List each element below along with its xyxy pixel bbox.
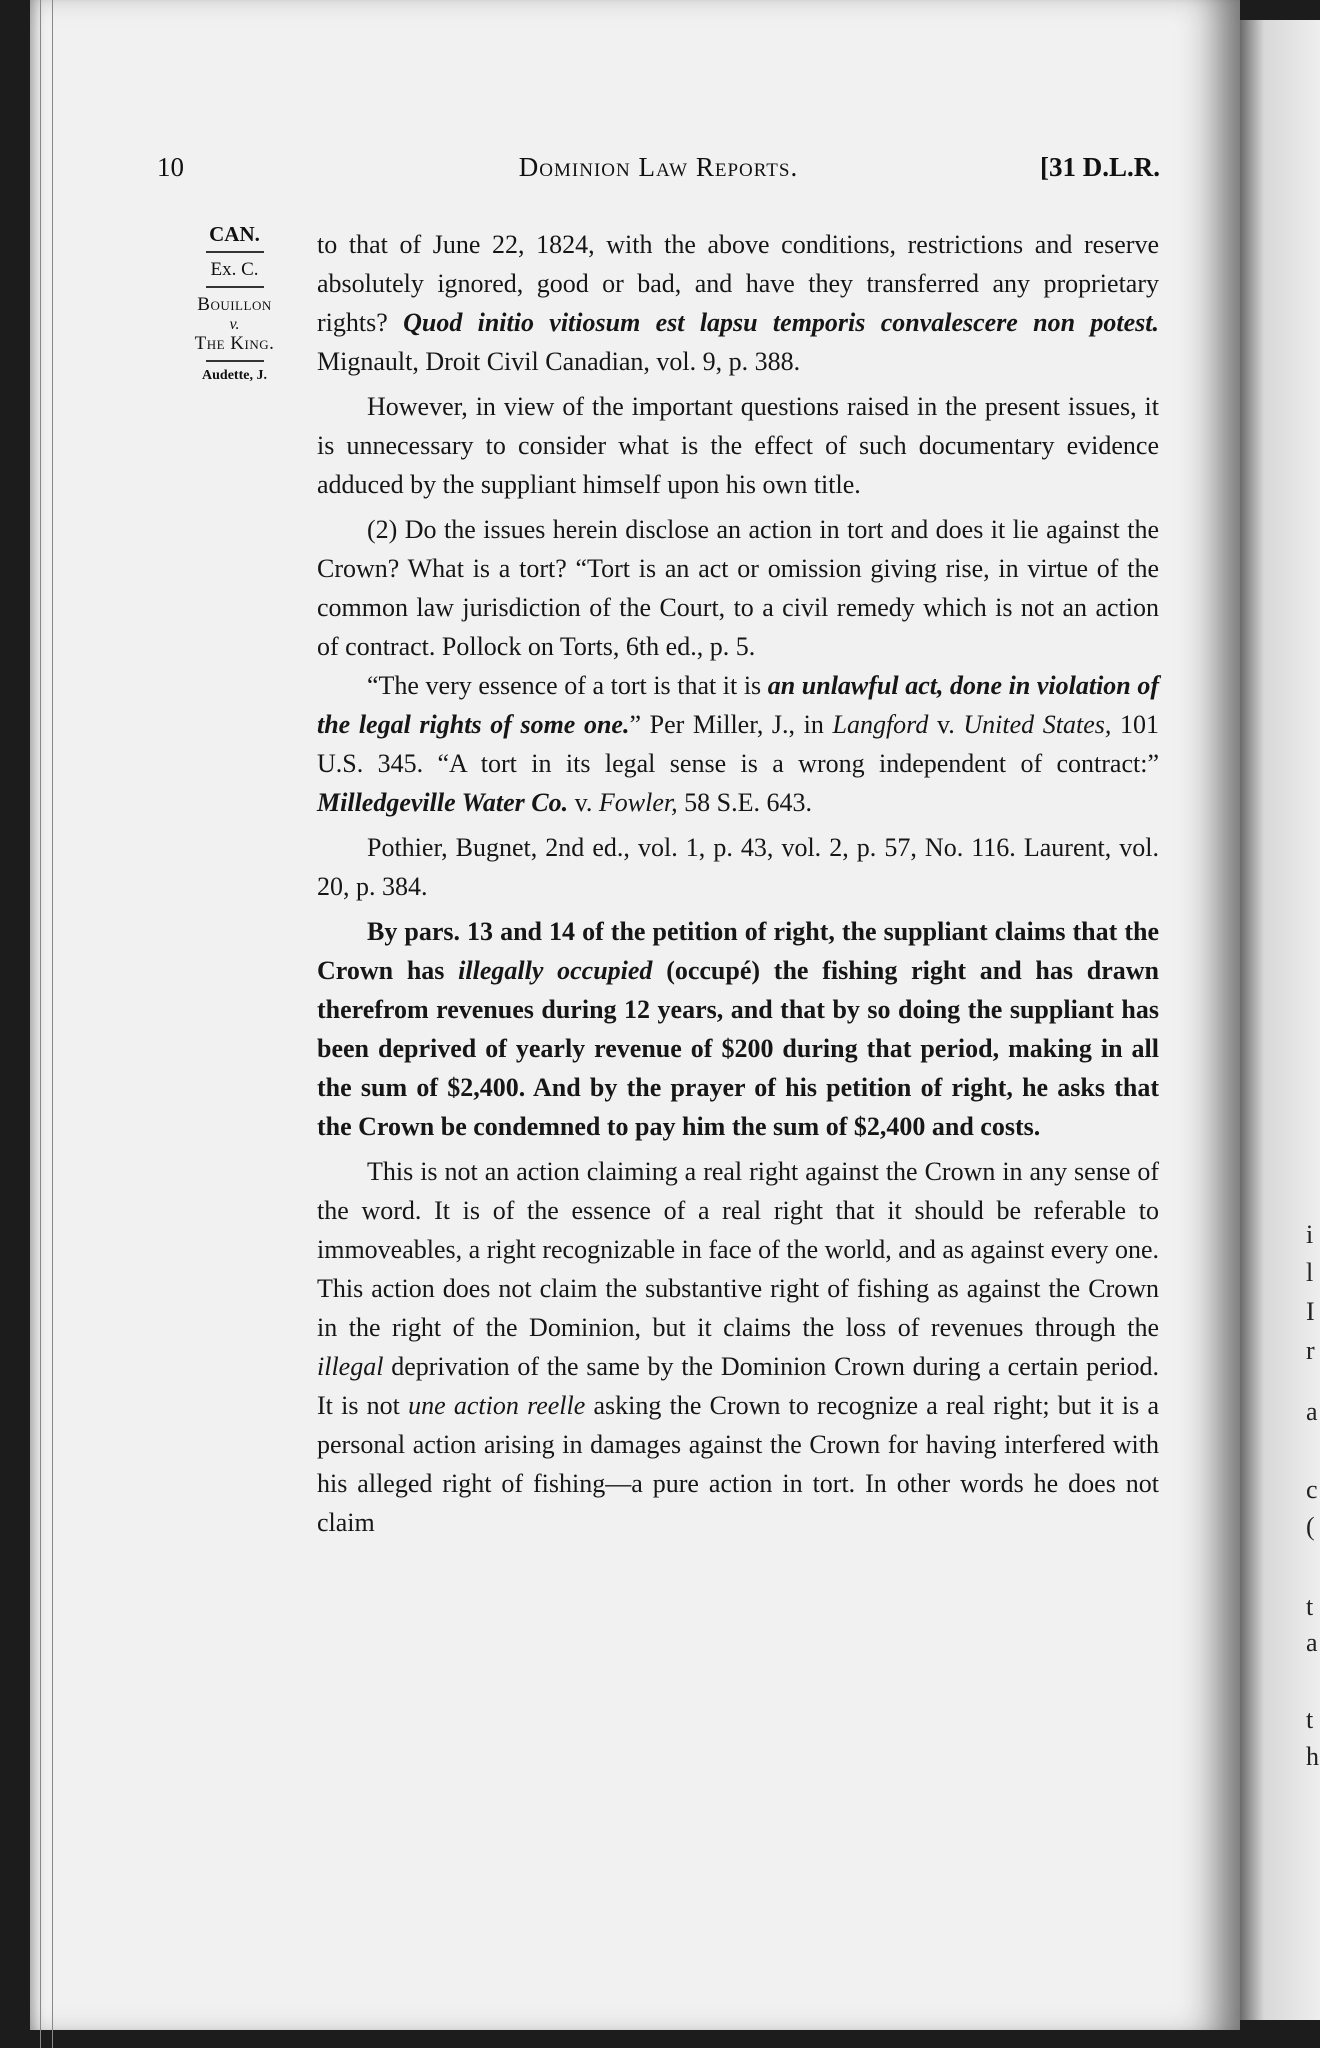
margin-jurisdiction: CAN. [209,222,260,246]
page-number: 10 [157,152,184,182]
margin-judge: Audette, J. [202,367,267,383]
body-text [317,225,1159,1542]
journal-title: Dominion Law Reports. [518,152,799,182]
margin-party-two: The King. [194,332,275,354]
paragraph-6: By pars. 13 and 14 of the petition of right, the suppliant claims that the Crown has illegally occupied (occupé) the fishing right and has drawn therefrom revenues during 12 years, and that by so doing the suppliant has been deprived of yearly revenue of $200 during that period, making in all the sum of $2,400. And by the prayer of his petition of right, he asks that the Crown be condemned to pay him the sum of $2,400 and costs. [317,917,1159,1141]
margin-rule [206,251,264,253]
paragraph-2: However, in view of the important questions raised in the present issues, it is unnecessary to consider what is the effect of such documentary evidence adduced by the suppliant himself upon his own title. [317,392,1159,499]
paragraph-1: to that of June 22, 1824, with the above conditions, restrictions and reserve absolutely ignored, good or bad, and have they transferred any proprietary rights? Quod initio vitiosum est lapsu temporis convalescere non potest. Mignault, Droit Civil Canadian, vol. 9, p. 388. [317,230,1159,376]
margin-party-one: Bouillon [197,293,272,315]
edge-letter: c [1306,1475,1318,1504]
margin-court: Ex. C. [210,259,259,281]
edge-letter: t [1306,1592,1314,1621]
edge-letter: I [1306,1297,1315,1326]
edge-letter: a [1306,1628,1318,1657]
edge-letter: a [1306,1397,1318,1426]
paragraph-5: Pothier, Bugnet, 2nd ed., vol. 1, p. 43, vol. 2, p. 57, No. 116. Laurent, vol. 20, p. 384. [317,833,1159,901]
binding-shadow [40,0,41,2048]
edge-letter: h [1306,1742,1319,1771]
margin-case-note [167,222,302,384]
edge-letter: i [1306,1220,1314,1249]
margin-rule [206,286,264,288]
paragraph-3: (2) Do the issues herein disclose an action in tort and does it lie against the Crown? What is a tort? “Tort is an act or omission giving rise, in virtue of the common law jurisdiction of the Court, to a civil remedy which is not an action of contract. Pollock on Torts, 6th ed., p. 5. [317,515,1159,661]
edge-letter: r [1306,1336,1315,1365]
margin-rule [206,360,264,362]
paragraph-7: This is not an action claiming a real right against the Crown in any sense of the word. It is of the essence of a real right that it should be referable to immoveables, a right recognizable in face of the world, and as against every one. This action does not claim the substantive right of fishing as against the Crown in the right of the Dominion, but it claims the loss of revenues through the illegal deprivation of the same by the Dominion Crown during a certain period. It is not une action reelle asking the Crown to recognize a real right; but it is a personal action arising in damages against the Crown for having interfered with his alleged right of fishing—a pure action in tort. In other words he does not claim [317,1157,1159,1537]
edge-letter: t [1306,1705,1314,1734]
paragraph-4: “The very essence of a tort is that it is an unlawful act, done in violation of the legal rights of some one.” Per Miller, J., in Langford v. United States, 101 U.S. 345. “A tort in its legal sense is a wrong independent of contract:” Milledgeville Water Co. v. Fowler, 58 S.E. 643. [317,671,1159,817]
volume-reference: [31 D.L.R. [1040,152,1160,182]
running-head [157,152,1160,192]
book-page [30,0,1240,2030]
binding-shadow [52,0,53,2048]
edge-letter: l [1306,1258,1314,1287]
edge-letter: ( [1306,1512,1315,1541]
margin-versus: v. [229,315,240,333]
